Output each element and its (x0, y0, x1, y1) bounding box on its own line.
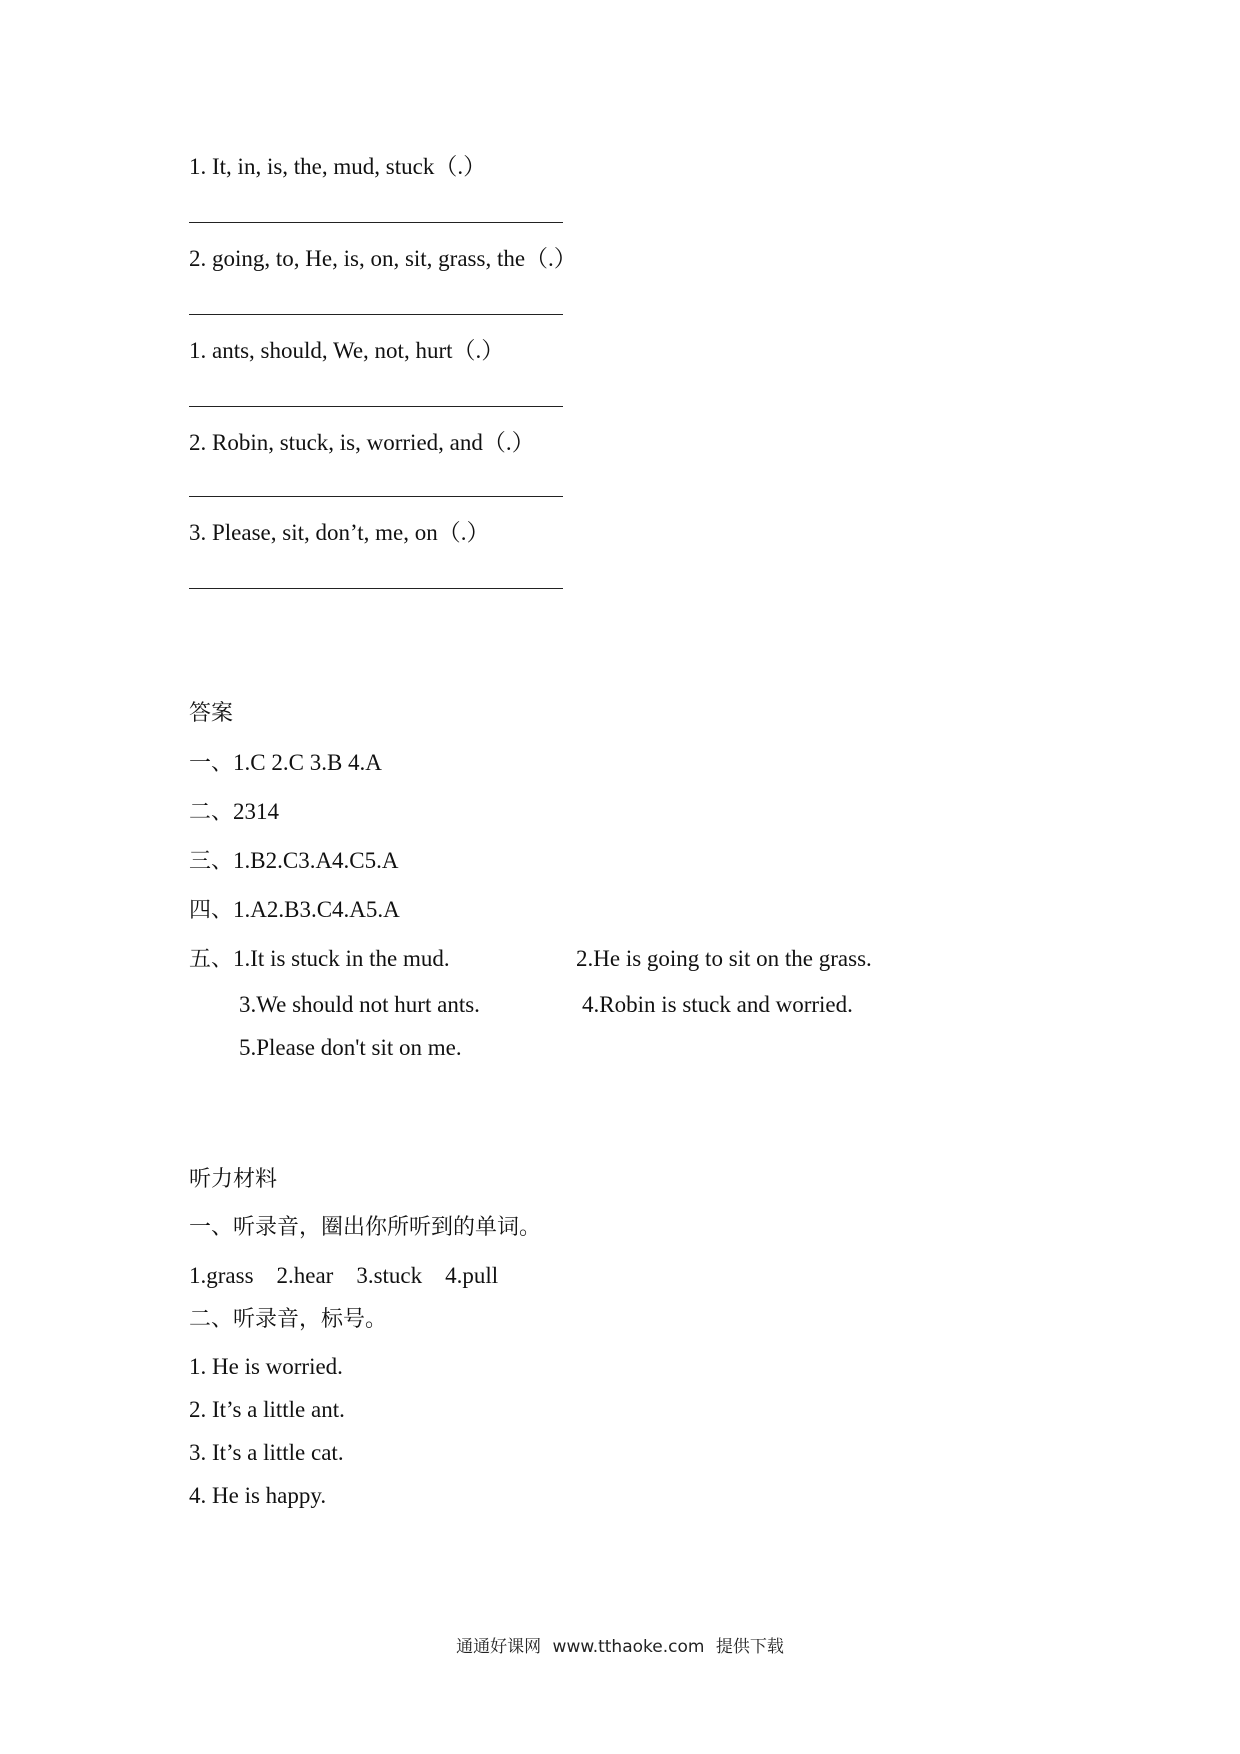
answer-text: 5.Please don't sit on me. (239, 1035, 462, 1060)
answer-blank-line (189, 588, 563, 589)
exercise-item-1: 1. It, in, is, the, mud, stuck（.） (189, 154, 487, 179)
footer-site-name: 通通好课网 (456, 1637, 542, 1657)
listening-item: 2. It’s a little ant. (189, 1397, 345, 1422)
footer-url[interactable]: www.tthaoke.com (552, 1637, 705, 1657)
answer-row-4 (189, 895, 400, 926)
answer-text: 1.C 2.C 3.B 4.A (233, 750, 382, 775)
exercise-item-3: 1. ants, should, We, not, hurt（.） (189, 338, 505, 363)
footer-suffix: 提供下载 (715, 1637, 784, 1657)
answer-row-3 (189, 846, 399, 877)
listening-heading: 听力材料 (189, 1167, 278, 1192)
listening-part1-title: 一、听录音，圈出你所听到的单词。 (189, 1215, 542, 1240)
section-label: 三、 (189, 849, 234, 874)
section-label: 二、 (189, 800, 234, 825)
listening-item: 4. He is happy. (189, 1483, 327, 1508)
answer-blank-line (189, 222, 563, 223)
answer-row-5 (189, 944, 450, 975)
exercise-item-2: 2. going, to, He, is, on, sit, grass, the（.） (189, 246, 577, 271)
section-label: 四、 (189, 898, 234, 923)
answer-text: 1.B2.C3.A4.C5.A (233, 848, 399, 873)
answer-row-1 (189, 748, 382, 779)
listening-item: 3. It’s a little cat. (189, 1440, 344, 1465)
answer-text: 1.It is stuck in the mud. (233, 946, 450, 971)
answer-text: 3.We should not hurt ants. (239, 992, 480, 1017)
page-footer (0, 1632, 1240, 1657)
listening-item: 1. He is worried. (189, 1354, 343, 1379)
answer-blank-line (189, 406, 563, 407)
answers-heading: 答案 (189, 701, 234, 726)
section-label: 一、 (189, 751, 234, 776)
answer-blank-line (189, 314, 563, 315)
exercise-item-4: 2. Robin, stuck, is, worried, and（.） (189, 430, 535, 455)
answer-blank-line (189, 496, 563, 497)
listening-part2-title: 二、听录音，标号。 (189, 1307, 388, 1332)
answer-text: 2314 (233, 799, 280, 824)
section-label: 五、 (189, 947, 234, 972)
exercise-item-5: 3. Please, sit, don’t, me, on（.） (189, 520, 490, 545)
answer-text: 4.Robin is stuck and worried. (582, 992, 853, 1017)
listening-part1-words: 1.grass 2.hear 3.stuck 4.pull (189, 1263, 499, 1288)
answer-row-2 (189, 797, 279, 828)
answer-text: 2.He is going to sit on the grass. (576, 946, 872, 971)
answer-text: 1.A2.B3.C4.A5.A (233, 897, 400, 922)
